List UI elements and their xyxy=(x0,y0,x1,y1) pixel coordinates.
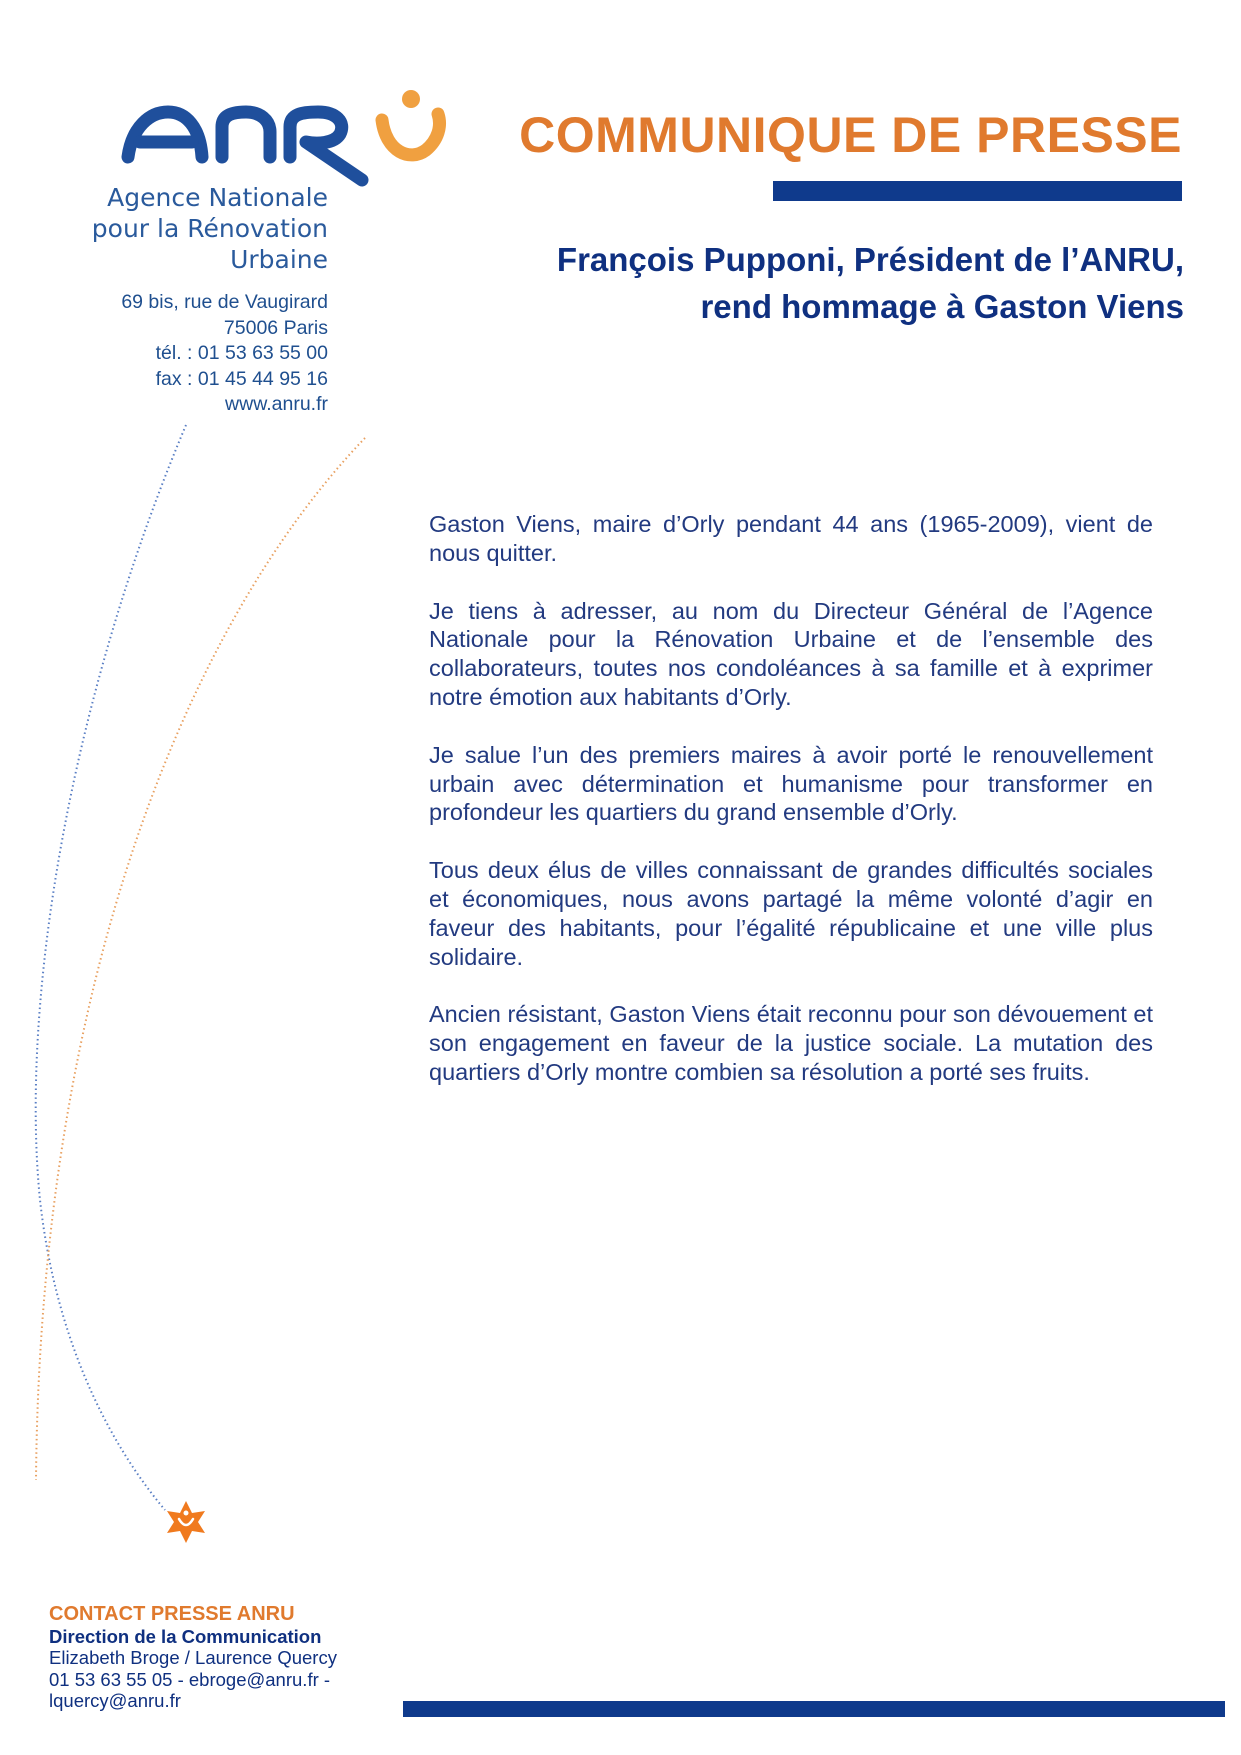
subtitle-line: François Pupponi, Président de l’ANRU, xyxy=(556,241,1184,278)
title-underline-bar xyxy=(773,181,1182,201)
agency-name xyxy=(60,182,328,275)
agency-name-line: Agence Nationale xyxy=(107,183,328,212)
subtitle-line: rend hommage à Gaston Viens xyxy=(700,288,1184,325)
address-phone: tél. : 01 53 63 55 00 xyxy=(155,342,328,364)
body-paragraph: Tous deux élus de villes connaissant de grandes difficultés sociales et économiques, nous avons partagé la même volonté d’agir en faveur des habitants, pour l’égalité républicaine et une ville plus solidaire. xyxy=(429,857,1153,970)
body-paragraph: Je tiens à adresser, au nom du Directeur Général de l’Agence Nationale pour la Rénovation Urbaine et de l’ensemble des collaborateurs, toutes nos condoléances à sa famille et à exprimer notre émotion aux habitants d’Orly. xyxy=(429,597,1153,710)
contact-email: lquercy@anru.fr xyxy=(49,1690,181,1712)
agency-name-line: Urbaine xyxy=(230,245,328,274)
address-street: 69 bis, rue de Vaugirard xyxy=(121,291,328,313)
france-star-icon xyxy=(167,1501,205,1543)
contact-names: Elizabeth Broge / Laurence Quercy xyxy=(49,1647,337,1669)
blue-dotted-arc xyxy=(36,425,186,1510)
press-contact xyxy=(49,1604,389,1712)
contact-department: Direction de la Communication xyxy=(49,1625,322,1647)
body-paragraph: Ancien résistant, Gaston Viens était reconnu pour son dévouement et son engagement en faveur de la justice sociale. La mutation des quartiers d’Orly montre combien sa résolution a porté ses fruits. xyxy=(429,1001,1153,1085)
contact-title: CONTACT PRESSE ANRU xyxy=(49,1603,295,1625)
address-fax: fax : 01 45 44 95 16 xyxy=(155,367,328,390)
page-title: COMMUNIQUE DE PRESSE xyxy=(519,107,1182,163)
anru-logo-icon xyxy=(120,82,460,192)
footer-bar xyxy=(403,1701,1225,1717)
address-website: www.anru.fr xyxy=(225,393,328,415)
subtitle xyxy=(440,236,1184,330)
body-paragraph: Je salue l’un des premiers maires à avoir porté le renouvellement urbain avec détermination et humanisme pour transformer en profondeur les quartiers du grand ensemble d’Orly. xyxy=(429,741,1153,826)
press-release-body xyxy=(429,510,1153,1116)
orange-dotted-arc xyxy=(36,438,365,1480)
agency-name-line: pour la Rénovation xyxy=(91,214,328,243)
contact-phone-email: 01 53 63 55 05 - ebroge@anru.fr - xyxy=(49,1668,331,1690)
address-city: 75006 Paris xyxy=(223,316,328,339)
agency-address xyxy=(60,290,328,418)
body-paragraph: Gaston Viens, maire d’Orly pendant 44 ans (1965-2009), vient de nous quitter. xyxy=(429,511,1153,566)
